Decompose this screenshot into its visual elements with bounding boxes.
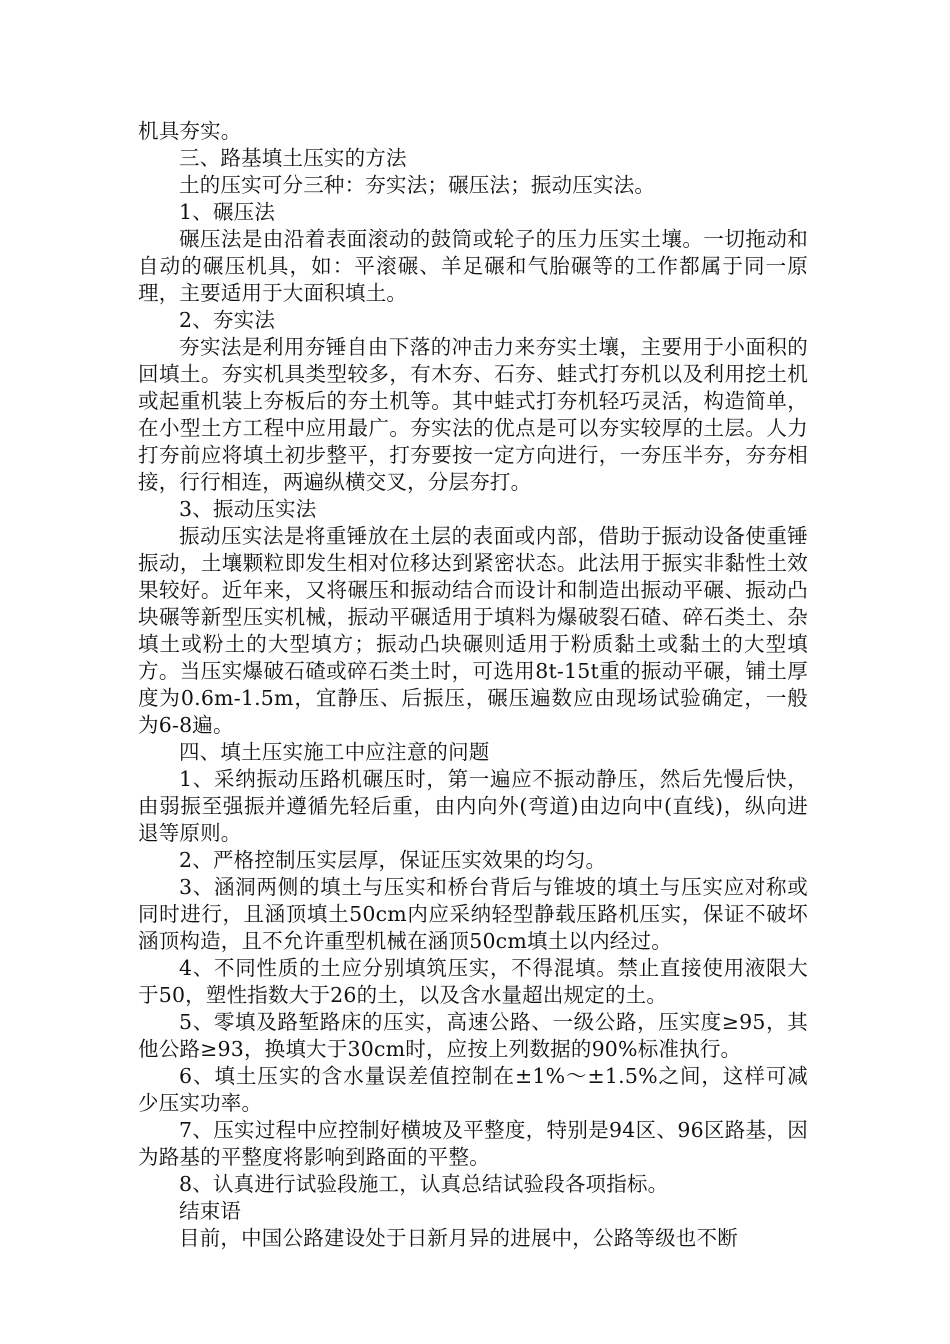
paragraph-conclusion: 目前，中国公路建设处于日新月异的进展中，公路等级也不断	[179, 1226, 738, 1250]
subheading-rolling-method: 1、碾压法	[179, 200, 276, 224]
section-heading-precautions: 四、填土压实施工中应注意的问题	[179, 740, 490, 764]
paragraph-rolling-method: 碾压法是由沿着表面滚动的鼓筒或轮子的压力压实土壤。一切拖动和自动的碾压机具，如：平滚碾、羊足碾和气胎碾等的工作都属于同一原理，主要适用于大面积填土。	[138, 227, 808, 305]
precaution-item-8: 8、认真进行试验段施工，认真总结试验段各项指标。	[179, 1172, 669, 1196]
subheading-tamping-method: 2、夯实法	[179, 308, 276, 332]
document-page	[138, 118, 808, 1252]
precaution-item-3: 3、涵洞两侧的填土与压实和桥台背后与锥坡的填土与压实应对称或同时进行，且涵顶填土50cm内应采纳轻型静载压路机压实，保证不破坏涵顶构造，且不允许重型机械在涵顶50cm填土以内经过。	[138, 875, 808, 953]
precaution-item-1: 1、采纳振动压路机碾压时，第一遍应不振动静压，然后先慢后快，由弱振至强振并遵循先轻后重，由内向外(弯道)由边向中(直线)，纵向进退等原则。	[138, 767, 808, 845]
paragraph-vibration-method: 振动压实法是将重锤放在土层的表面或内部，借助于振动设备使重锤振动，土壤颗粒即发生相对位移达到紧密状态。此法用于振实非黏性土效果较好。近年来，又将碾压和振动结合而设计和制造出振动平碾、振动凸块碾等新型压实机械，振动平碾适用于填料为爆破裂石碴、碎石类土、杂填土或粉土的大型填方；振动凸块碾则适用于粉质黏土或黏土的大型填方。当压实爆破石碴或碎石类土时，可选用8t-15t重的振动平碾，铺土厚度为0.6m-1.5m，宜静压、后振压，碾压遍数应由现场试验确定，一般为6-8遍。	[138, 524, 808, 737]
precaution-item-2: 2、严格控制压实层厚，保证压实效果的均匀。	[179, 848, 607, 872]
precaution-item-6: 6、填土压实的含水量误差值控制在±1%～±1.5%之间，这样可减少压实功率。	[138, 1064, 808, 1115]
paragraph-three-methods: 土的压实可分三种：夯实法；碾压法；振动压实法。	[179, 173, 656, 197]
section-heading-compaction-methods: 三、路基填土压实的方法	[179, 146, 407, 170]
precaution-item-4: 4、不同性质的土应分别填筑压实，不得混填。禁止直接使用液限大于50，塑性指数大于26的土，以及含水量超出规定的土。	[138, 956, 808, 1007]
section-heading-conclusion: 结束语	[179, 1199, 242, 1223]
paragraph-continuation: 机具夯实。	[138, 119, 242, 143]
precaution-item-7: 7、压实过程中应控制好横坡及平整度，特别是94区、96区路基，因为路基的平整度将影响到路面的平整。	[138, 1118, 808, 1169]
precaution-item-5: 5、零填及路堑路床的压实，高速公路、一级公路，压实度≥95，其他公路≥93，换填大于30cm时，应按上列数据的90%标准执行。	[138, 1010, 808, 1061]
subheading-vibration-method: 3、振动压实法	[179, 497, 317, 521]
paragraph-tamping-method: 夯实法是利用夯锤自由下落的冲击力来夯实土壤，主要用于小面积的回填土。夯实机具类型较多，有木夯、石夯、蛙式打夯机以及利用挖土机或起重机装上夯板后的夯土机等。其中蛙式打夯机轻巧灵活，构造简单，在小型土方工程中应用最广。夯实法的优点是可以夯实较厚的土层。人力打夯前应将填土初步整平，打夯要按一定方向进行，一夯压半夯，夯夯相接，行行相连，两遍纵横交叉，分层夯打。	[138, 335, 808, 494]
